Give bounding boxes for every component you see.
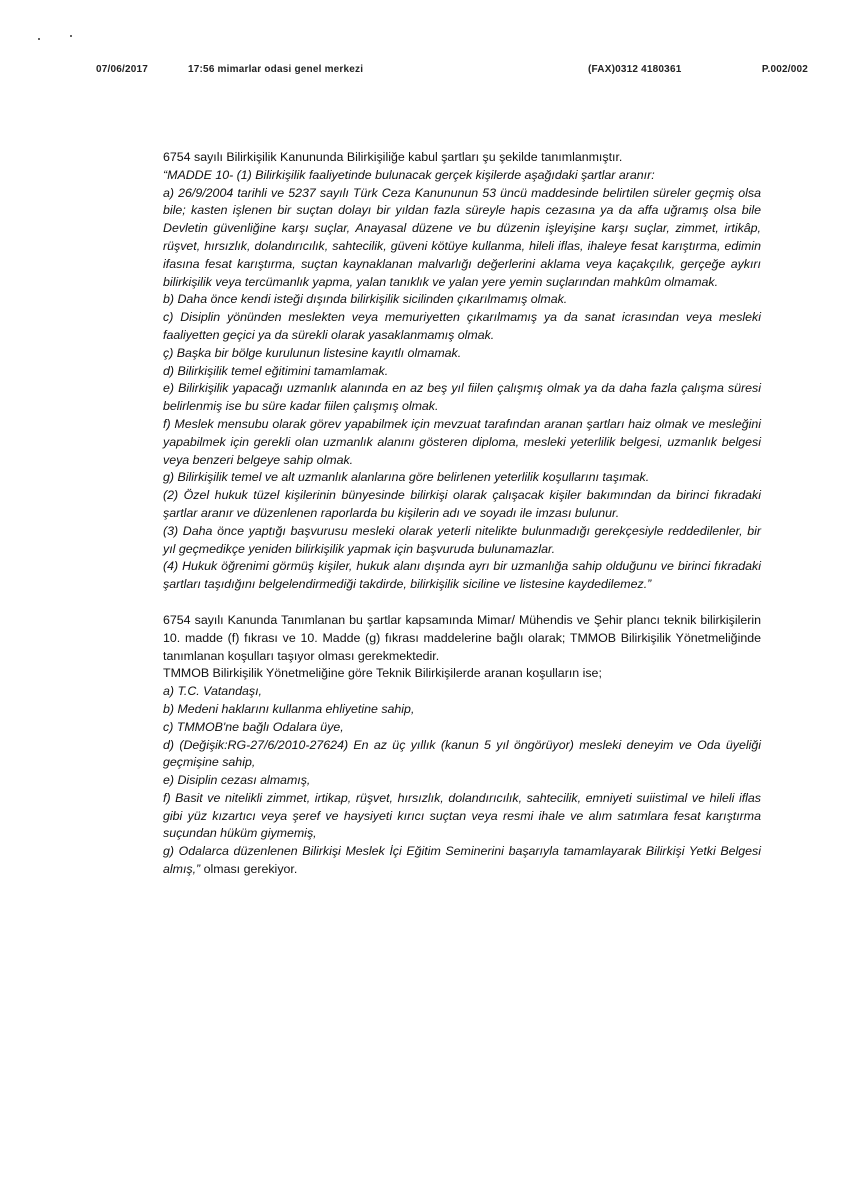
fax-sender: 17:56 mimarlar odasi genel merkezi <box>188 64 364 75</box>
paragraph-4: (4) Hukuk öğrenimi görmüş kişiler, hukuk alanı dışında ayrı bir uzmanlığa sahip olduğunu ve birinci fıkradaki şartları taşıdığını belgelendirmediği takdirde, bilirkişilik siciline ve listesine kaydedilemez.” <box>163 559 761 592</box>
clause-g: g) Bilirkişilik temel ve alt uzmanlık alanlarına göre belirlenen yeterlilik koşullarını taşımak. <box>163 470 650 485</box>
clause-d: d) Bilirkişilik temel eğitimini tamamlamak. <box>163 363 389 378</box>
paragraph-3: (3) Daha önce yaptığı başvurusu mesleki olarak yeterli nitelikte bulunmadığı gerekçesiyle reddedilenler, bir yıl geçmedikçe yeniden bilirkişilik yapmak için başvuruda bulunamazlar. <box>163 523 761 556</box>
condition-g-ending: olması gerekiyor. <box>200 862 298 877</box>
tmmob-conditions-list <box>163 683 761 879</box>
clause-f: f) Meslek mensubu olarak görev yapabilmek için mevzuat tarafından aranan şartları haiz olmak ve mesleğini yapabilmek için gerekli olan uzmanlık alanını gösteren diploma, mesleki yeterlilik belgesi, uzmanlık belgesi veya benzeri belgeye sahip olmak. <box>163 416 761 467</box>
condition-g <box>163 843 761 879</box>
clause-a: a) 26/9/2004 tarihli ve 5237 sayılı Türk Ceza Kanununun 53 üncü maddesinde belirtilen süreler geçmiş olsa bile; kasten işlenen bir suçtan dolayı bir yıldan fazla süreyle hapis cezasına ya da affa uğramış olsa bile Devletin güvenliğine karşı suçlar, Anayasal düzene ve bu düzenin işleyişine karşı suçlar, zimmet, irtikâp, rüşvet, hırsızlık, dolandırıcılık, sahtecilik, güveni kötüye kullanma, hileli iflas, ihaleye fesat karıştırma, edimin ifasına fesat karıştırma, suçtan kaynaklanan malvarlığı değerlerini aklama veya kaçakçılık, gerçeğe aykırı bilirkişilik veya tercümanlık yapma, yalan tanıklık ve yalan yere yemin suçlarından mahkûm olmamak. <box>163 185 761 289</box>
condition-e: e) Disiplin cezası almamış, <box>163 773 311 788</box>
clause-b: b) Daha önce kendi isteği dışında bilirkişilik sicilinden çıkarılmamış olmak. <box>163 292 568 307</box>
condition-f: f) Basit ve nitelikli zimmet, irtikap, rüşvet, hırsızlık, dolandırıcılık, sahtecilik, emniyeti suiistimal ve hileli iflas gibi yüz kızartıcı veya şeref ve haysiyeti kırıcı suçtan veya resmi ihale ve alım satımlara fesat karıştırma suçundan hüküm giymemiş, <box>163 790 761 841</box>
condition-b: b) Medeni haklarını kullanma ehliyetine sahip, <box>163 701 415 716</box>
condition-g-text: g) Odalarca düzenlenen Bilirkişi Meslek İçi Eğitim Seminerini başarıyla tamamlayarak Bilirkişi Yetki Belgesi almış,” <box>163 844 761 877</box>
clause-cc: ç) Başka bir bölge kurulunun listesine kayıtlı olmamak. <box>163 345 462 360</box>
fax-header <box>96 64 808 80</box>
fax-page-number: P.002/002 <box>761 64 808 75</box>
fax-number: (FAX)0312 4180361 <box>588 64 682 75</box>
condition-d: d) (Değişik:RG-27/6/2010-27624) En az üç yıllık (kanun 5 yıl öngörüyor) mesleki deneyim ve Oda üyeliği geçmişine sahip, <box>163 737 761 770</box>
paragraph-2: (2) Özel hukuk tüzel kişilerinin bünyesinde bilirkişi olarak çalışacak kişiler bakımından da birinci fıkradaki şartlar aranır ve düzenlenen raporlarda bu kişilerin adı ve soyadı ile imzası bulunur. <box>163 488 761 520</box>
law-article-quote <box>163 167 761 594</box>
clause-c: c) Disiplin yönünden meslekten veya memuriyetten çıkarılmamış ya da sanat icrasından veya mesleki faaliyetten geçici ya da sürekli olarak yasaklanmamış olmak. <box>163 310 761 342</box>
condition-c: c) TMMOB'ne bağlı Odalara üye, <box>163 719 344 734</box>
section2-intro: 6754 sayılı Kanunda Tanımlanan bu şartlar kapsamında Mimar/ Mühendis ve Şehir plancı teknik bilirkişilerin 10. madde (f) fıkrası ve 10. Madde (g) fıkrası maddelerine bağlı olarak; TMMOB Bilirkişilik Yönetmeliğinde tanımlanan koşulları taşıyor olması gerekmektedir. <box>163 612 761 663</box>
section2-conditions-intro: TMMOB Bilirkişilik Yönetmeliğine göre Teknik Bilirkişilerde aranan koşulların ise; <box>163 666 602 681</box>
clause-e: e) Bilirkişilik yapacağı uzmanlık alanında en az beş yıl fiilen çalışmış olmak ya da daha fazla çalışma süresi belirlenmiş ise bu süre kadar fiilen çalışmış olmak. <box>163 381 761 414</box>
scan-speck <box>70 35 72 37</box>
fax-date: 07/06/2017 <box>96 64 149 75</box>
article-header: “MADDE 10- (1) Bilirkişilik faaliyetinde bulunacak gerçek kişilerde aşağıdaki şartlar aranır: <box>163 167 655 182</box>
document-body <box>163 149 761 879</box>
section1-intro: 6754 sayılı Bilirkişilik Kanununda Bilirkişiliğe kabul şartları şu şekilde tanımlanmıştır. <box>163 150 623 164</box>
condition-a: a) T.C. Vatandaşı, <box>163 684 262 699</box>
scan-speck <box>38 38 40 40</box>
